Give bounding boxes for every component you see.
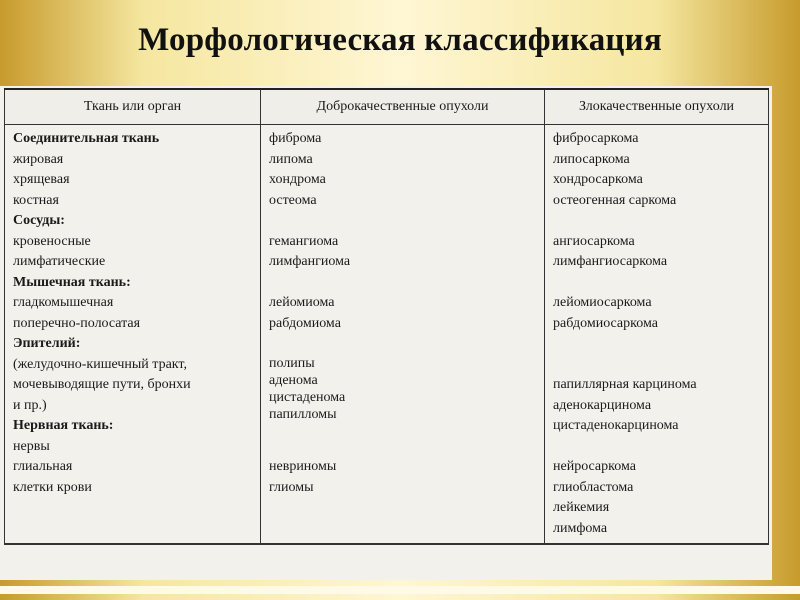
malignant-item: лимфома xyxy=(553,520,608,536)
header-tissue: Ткань или орган xyxy=(5,89,261,125)
benign-item: остеома xyxy=(269,192,317,208)
tissue-item: мочевыводящие пути, бронхи xyxy=(13,377,191,392)
spacer xyxy=(553,334,760,355)
benign-item: невриномы xyxy=(269,459,337,474)
benign-item: папилломы xyxy=(269,406,337,422)
malignant-item: лейкемия xyxy=(553,500,610,515)
benign-item: липома xyxy=(269,151,313,167)
malignant-column xyxy=(545,125,769,545)
benign-column xyxy=(261,125,545,545)
benign-item: рабдомиома xyxy=(269,315,341,331)
malignant-item: цистаденокарцинома xyxy=(553,418,679,433)
malignant-item: нейросаркома xyxy=(553,459,636,474)
tissue-item: гладкомышечная xyxy=(13,295,114,310)
spacer xyxy=(553,211,760,232)
classification-table-area xyxy=(0,86,772,580)
tissue-group-connective: Соединительная ткань xyxy=(13,131,160,146)
slide-title: Морфологическая классификация xyxy=(138,22,662,58)
classification-table xyxy=(4,88,769,545)
tissue-column xyxy=(5,125,261,545)
tissue-item: нервы xyxy=(13,438,50,454)
spacer xyxy=(269,211,536,232)
tissue-item: глиальная xyxy=(13,459,73,474)
header-benign: Доброкачественные опухоли xyxy=(261,89,545,125)
tissue-item: поперечно-полосатая xyxy=(13,315,141,331)
malignant-item: остеогенная саркома xyxy=(553,192,677,208)
tissue-item: лимфатические xyxy=(13,254,106,269)
tissue-item: (желудочно-кишечный тракт, xyxy=(13,356,187,372)
malignant-item: лейомиосаркома xyxy=(553,295,652,310)
benign-item: фиброма xyxy=(269,131,322,146)
benign-item: цистаденома xyxy=(269,389,346,405)
tissue-item: костная xyxy=(13,192,59,208)
benign-item: полипы xyxy=(269,355,315,371)
tissue-group-nervous: Нервная ткань: xyxy=(13,418,114,433)
table-header-row xyxy=(5,89,769,125)
malignant-item: липосаркома xyxy=(553,151,630,167)
tissue-item: клетки крови xyxy=(13,479,92,495)
malignant-item: папиллярная карцинома xyxy=(553,377,697,392)
benign-item: глиомы xyxy=(269,479,314,495)
tissue-group-epithelium: Эпителий: xyxy=(13,336,81,351)
tissue-item: жировая xyxy=(13,151,64,167)
benign-item: аденома xyxy=(269,372,318,388)
malignant-item: хондросаркома xyxy=(553,172,643,187)
spacer xyxy=(553,437,760,458)
bottom-strip xyxy=(0,586,800,594)
header-malignant: Злокачественные опухоли xyxy=(545,89,769,125)
benign-item: гемангиома xyxy=(269,233,339,249)
malignant-item: ангиосаркома xyxy=(553,233,635,249)
tissue-group-muscle: Мышечная ткань: xyxy=(13,274,131,290)
malignant-item: аденокарцинома xyxy=(553,397,652,413)
malignant-item: глиобластома xyxy=(553,479,634,495)
benign-item: хондрома xyxy=(269,172,326,187)
benign-item: лейомиома xyxy=(269,295,335,310)
spacer xyxy=(269,334,536,355)
malignant-item: рабдомиосаркома xyxy=(553,315,658,331)
tissue-item: кровеносные xyxy=(13,233,91,249)
tissue-group-vessels: Сосуды: xyxy=(13,213,65,228)
tissue-item: хрящевая xyxy=(13,172,70,187)
malignant-item: фибросаркома xyxy=(553,131,639,146)
table-row xyxy=(5,125,769,545)
spacer xyxy=(269,423,536,437)
spacer xyxy=(553,355,760,376)
benign-item: лимфангиома xyxy=(269,254,351,269)
malignant-item: лимфангиосаркома xyxy=(553,254,668,269)
spacer xyxy=(553,273,760,294)
tissue-item: и пр.) xyxy=(13,397,47,413)
spacer xyxy=(269,437,536,458)
spacer xyxy=(269,273,536,294)
